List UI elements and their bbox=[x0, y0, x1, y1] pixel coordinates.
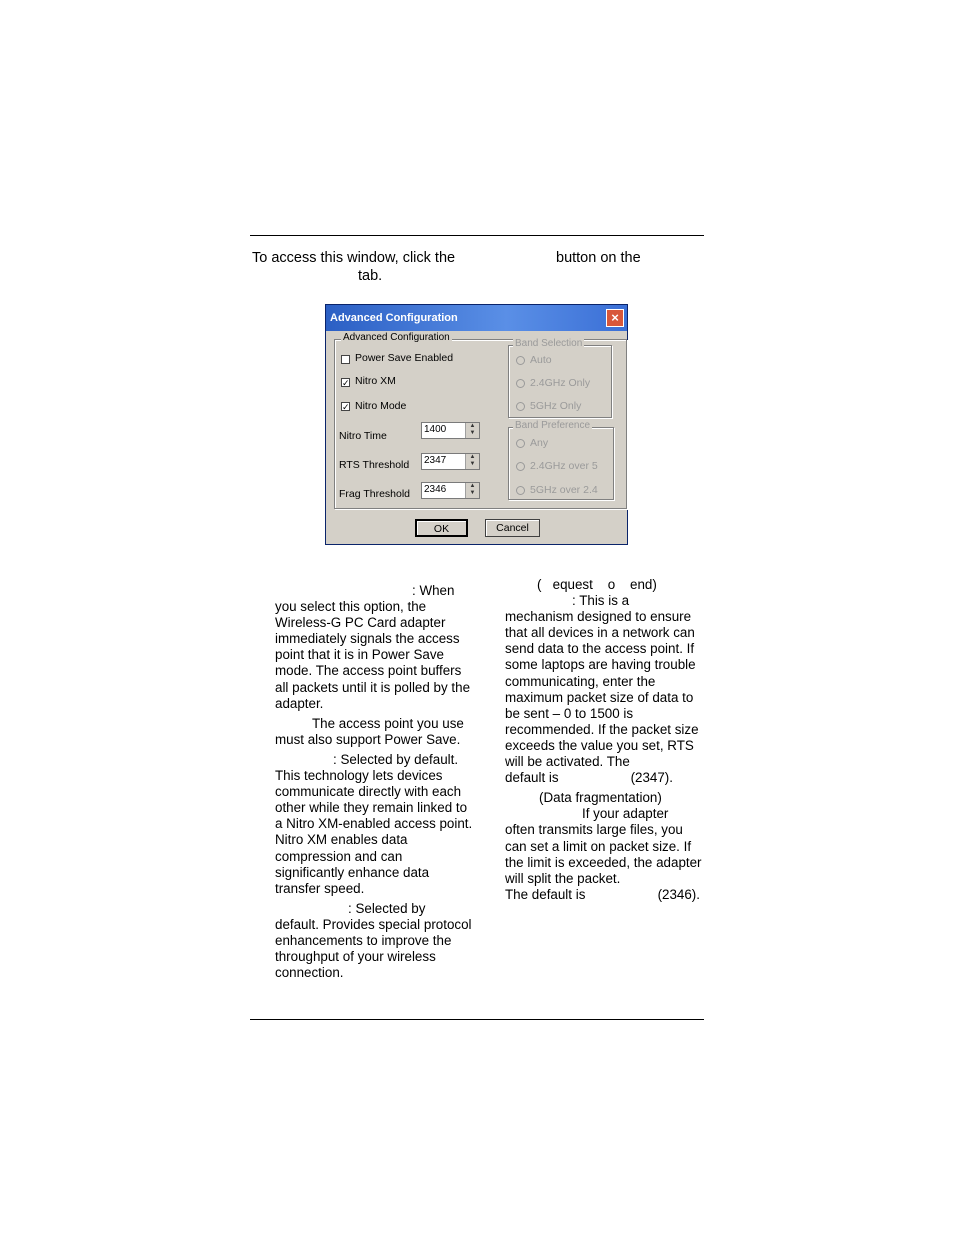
power-save-checkbox[interactable] bbox=[341, 355, 350, 364]
nitro-mode-lead: : Selected by bbox=[348, 900, 426, 916]
check-icon: ✓ bbox=[342, 402, 350, 412]
pref-5-over-24-radio[interactable] bbox=[516, 486, 525, 495]
pref-24-over-5-label: 2.4GHz over 5 bbox=[530, 460, 598, 472]
band-selection-legend: Band Selection bbox=[515, 338, 583, 349]
rts-lead: : This is a bbox=[572, 593, 630, 609]
nitro-time-label: Nitro Time bbox=[339, 430, 387, 442]
band-24-label: 2.4GHz Only bbox=[530, 377, 591, 389]
frag-threshold-value: 2346 bbox=[424, 484, 447, 495]
spinner-arrows-icon[interactable]: ▲ ▼ bbox=[465, 483, 479, 498]
close-icon: × bbox=[611, 310, 619, 325]
rts-description bbox=[505, 577, 705, 786]
ok-button[interactable]: OK bbox=[415, 519, 468, 537]
rts-default-value: (2347). bbox=[630, 770, 673, 786]
nitro-time-input[interactable] bbox=[421, 422, 480, 439]
power-save-note bbox=[275, 716, 475, 748]
band-5-label: 5GHz Only bbox=[530, 400, 582, 412]
intro-line1-b: button on the bbox=[556, 250, 641, 266]
cancel-button[interactable]: Cancel bbox=[485, 519, 540, 537]
band-preference-legend: Band Preference bbox=[515, 420, 591, 431]
power-save-lead: : When bbox=[412, 583, 455, 598]
band-5-radio[interactable] bbox=[516, 402, 525, 411]
bottom-rule bbox=[250, 1019, 704, 1020]
frag-lead: If your adapter bbox=[582, 806, 669, 822]
power-save-note-lead: The access point you use bbox=[312, 715, 464, 731]
nitro-xm-checkbox[interactable] bbox=[341, 378, 350, 387]
frag-threshold-label: Frag Threshold bbox=[339, 488, 411, 500]
pref-24-over-5-radio[interactable] bbox=[516, 462, 525, 471]
right-column bbox=[505, 577, 705, 907]
pref-any-radio[interactable] bbox=[516, 439, 525, 448]
top-rule bbox=[250, 235, 704, 236]
advanced-configuration-dialog bbox=[325, 304, 628, 545]
nitro-xm-lead: : Selected by default. bbox=[333, 751, 459, 767]
dialog-titlebar bbox=[326, 305, 627, 331]
power-save-description bbox=[275, 583, 475, 712]
nitro-mode-body: default. Provides special protocol enhancements to improve the throughput of your wireless connection. bbox=[275, 916, 472, 981]
nitro-xm-description bbox=[275, 752, 475, 897]
rts-threshold-value: 2347 bbox=[424, 455, 447, 466]
left-column bbox=[275, 583, 475, 985]
frag-default-value: (2346). bbox=[657, 886, 700, 902]
rts-threshold-label: RTS Threshold bbox=[339, 459, 410, 471]
nitro-mode-label: Nitro Mode bbox=[355, 400, 407, 412]
pref-any-label: Any bbox=[530, 437, 549, 449]
pref-5-over-24-label: 5GHz over 2.4 bbox=[530, 484, 598, 496]
frag-threshold-input[interactable] bbox=[421, 482, 480, 499]
power-save-body: you select this option, the Wireless-G PC Card adapter immediately signals the access point that it is in Power Save mode. The access point buffers all packets until it is polled by the adapter. bbox=[275, 599, 471, 711]
rts-default-label: default is bbox=[505, 770, 559, 786]
spinner-arrows-icon[interactable]: ▲ ▼ bbox=[465, 423, 479, 438]
band-24-radio[interactable] bbox=[516, 379, 525, 388]
nitro-time-value: 1400 bbox=[424, 424, 447, 435]
nitro-xm-body: This technology lets devices communicate directly with each other while they remain linked to a Nitro XM-enabled access point. Nitro XM enables data compression and can significantly enhance data transfer speed. bbox=[275, 768, 473, 896]
dialog-title: Advanced Configuration bbox=[330, 312, 458, 324]
band-auto-label: Auto bbox=[530, 354, 552, 366]
nitro-xm-label: Nitro XM bbox=[355, 375, 396, 387]
rts-default-line bbox=[505, 770, 673, 786]
close-button[interactable] bbox=[606, 309, 624, 327]
advanced-group-legend: Advanced Configuration bbox=[343, 332, 450, 343]
intro-line1-a: To access this window, click the bbox=[252, 250, 456, 266]
band-auto-radio[interactable] bbox=[516, 356, 525, 365]
frag-default-line bbox=[505, 887, 700, 903]
power-save-label: Power Save Enabled bbox=[355, 352, 454, 364]
power-save-note-body: must also support Power Save. bbox=[275, 731, 461, 747]
check-icon: ✓ bbox=[342, 378, 350, 388]
nitro-mode-checkbox[interactable] bbox=[341, 402, 350, 411]
frag-head: (Data fragmentation) bbox=[539, 790, 662, 806]
rts-threshold-input[interactable] bbox=[421, 453, 480, 470]
rts-body: mechanism designed to ensure that all devices in a network can send data to the access point. If some laptops are having trouble communicating, enter the maximum packet size of data to be sent – 0 to 1500 is recommended. If the packet size exceeds the value you set, RTS will be activated. The bbox=[505, 609, 699, 770]
spinner-arrows-icon[interactable]: ▲ ▼ bbox=[465, 454, 479, 469]
frag-default-label: The default is bbox=[505, 886, 586, 902]
frag-description bbox=[505, 790, 705, 903]
rts-head: ( equest o end) bbox=[537, 577, 657, 592]
frag-body: often transmits large files, you can set a limit on packet size. If the limit is exceeded, the adapter will split the packet. bbox=[505, 822, 702, 886]
intro-line2: tab. bbox=[358, 268, 383, 284]
nitro-mode-description bbox=[275, 901, 475, 981]
